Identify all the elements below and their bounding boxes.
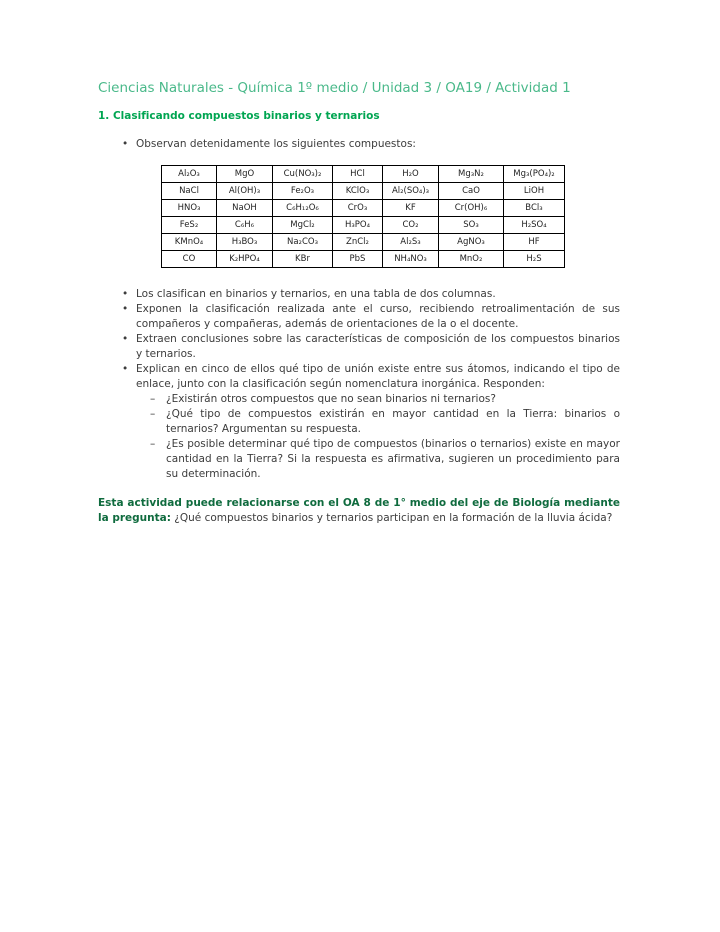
compound-cell: KClO₃ xyxy=(333,183,383,200)
compound-cell: Al₂S₃ xyxy=(383,234,439,251)
steps-list xyxy=(98,287,620,482)
compound-cell: AgNO₃ xyxy=(439,234,504,251)
compound-cell: NaCl xyxy=(162,183,217,200)
closing-note-question: ¿Qué compuestos binarios y ternarios participan en la formación de la lluvia ácida? xyxy=(174,512,613,524)
list-item: • Exponen la clasificación realizada ante el curso, recibiendo retroalimentación de sus compañeros y compañeras, además de orientaciones de la o el docente. xyxy=(98,302,620,332)
compound-cell: PbS xyxy=(333,251,383,268)
list-item: • Los clasifican en binarios y ternarios, en una tabla de dos columnas. xyxy=(98,287,620,302)
compound-cell: HF xyxy=(504,234,565,251)
closing-note xyxy=(98,496,620,526)
compound-cell: Cu(NO₃)₂ xyxy=(273,166,333,183)
compound-cell: BCl₃ xyxy=(504,200,565,217)
intro-list xyxy=(98,137,620,152)
compound-cell: H₃PO₄ xyxy=(333,217,383,234)
compound-cell: HCl xyxy=(333,166,383,183)
compound-cell: KBr xyxy=(273,251,333,268)
compound-cell: Al₂(SO₄)₃ xyxy=(383,183,439,200)
compound-cell: CO xyxy=(162,251,217,268)
list-item: • Explican en cinco de ellos qué tipo de unión existe entre sus átomos, indicando el tipo de enlace, junto con la clasificación según nomenclatura inorgánica. Responden: xyxy=(98,362,620,392)
compound-cell: Al(OH)₃ xyxy=(217,183,273,200)
compound-cell: CaO xyxy=(439,183,504,200)
compound-cell: Al₂O₃ xyxy=(162,166,217,183)
compound-cell: H₂SO₄ xyxy=(504,217,565,234)
compound-cell: ZnCl₂ xyxy=(333,234,383,251)
compound-cell: NH₄NO₃ xyxy=(383,251,439,268)
compound-cell: MgCl₂ xyxy=(273,217,333,234)
compound-cell: MgO xyxy=(217,166,273,183)
activity-heading: 1. Clasificando compuestos binarios y ternarios xyxy=(98,110,380,122)
table-row xyxy=(162,183,565,200)
compound-cell: H₃BO₃ xyxy=(217,234,273,251)
question-item: – ¿Qué tipo de compuestos existirán en mayor cantidad en la Tierra: binarios o ternarios? Argumentan su respuesta. xyxy=(98,407,620,437)
compound-cell: KF xyxy=(383,200,439,217)
compound-cell: H₂O xyxy=(383,166,439,183)
page-title: Ciencias Naturales - Química 1º medio / Unidad 3 / OA19 / Actividad 1 xyxy=(98,80,571,96)
compound-cell: HNO₃ xyxy=(162,200,217,217)
compound-cell: Fe₂O₃ xyxy=(273,183,333,200)
compound-cell: C₆H₆ xyxy=(217,217,273,234)
table-row xyxy=(162,251,565,268)
compound-cell: Mg₃N₂ xyxy=(439,166,504,183)
compound-cell: SO₃ xyxy=(439,217,504,234)
compounds-table-body xyxy=(162,166,565,268)
compound-cell: CO₂ xyxy=(383,217,439,234)
compound-cell: FeS₂ xyxy=(162,217,217,234)
compound-cell: C₆H₁₂O₆ xyxy=(273,200,333,217)
compound-cell: H₂S xyxy=(504,251,565,268)
compound-cell: MnO₂ xyxy=(439,251,504,268)
list-item: • Extraen conclusiones sobre las características de composición de los compuestos binarios y ternarios. xyxy=(98,332,620,362)
table-row xyxy=(162,217,565,234)
closing-note-bold: Esta actividad puede relacionarse con el OA 8 de 1° medio del eje de Biología mediante la pregunta: xyxy=(98,497,620,524)
compound-cell: Na₂CO₃ xyxy=(273,234,333,251)
compound-cell: NaOH xyxy=(217,200,273,217)
compound-cell: KMnO₄ xyxy=(162,234,217,251)
compound-cell: LiOH xyxy=(504,183,565,200)
compound-cell: K₂HPO₄ xyxy=(217,251,273,268)
compounds-table xyxy=(161,165,565,268)
compound-cell: CrO₃ xyxy=(333,200,383,217)
question-item: – ¿Es posible determinar qué tipo de compuestos (binarios o ternarios) existe en mayor cantidad en la Tierra? Si la respuesta es afirmativa, sugieren un procedimiento para su determinación. xyxy=(98,437,620,482)
compound-cell: Mg₃(PO₄)₂ xyxy=(504,166,565,183)
table-row xyxy=(162,234,565,251)
question-item: – ¿Existirán otros compuestos que no sean binarios ni ternarios? xyxy=(98,392,620,407)
table-row xyxy=(162,200,565,217)
compound-cell: Cr(OH)₆ xyxy=(439,200,504,217)
table-row xyxy=(162,166,565,183)
list-item: • Observan detenidamente los siguientes compuestos: xyxy=(98,137,620,152)
